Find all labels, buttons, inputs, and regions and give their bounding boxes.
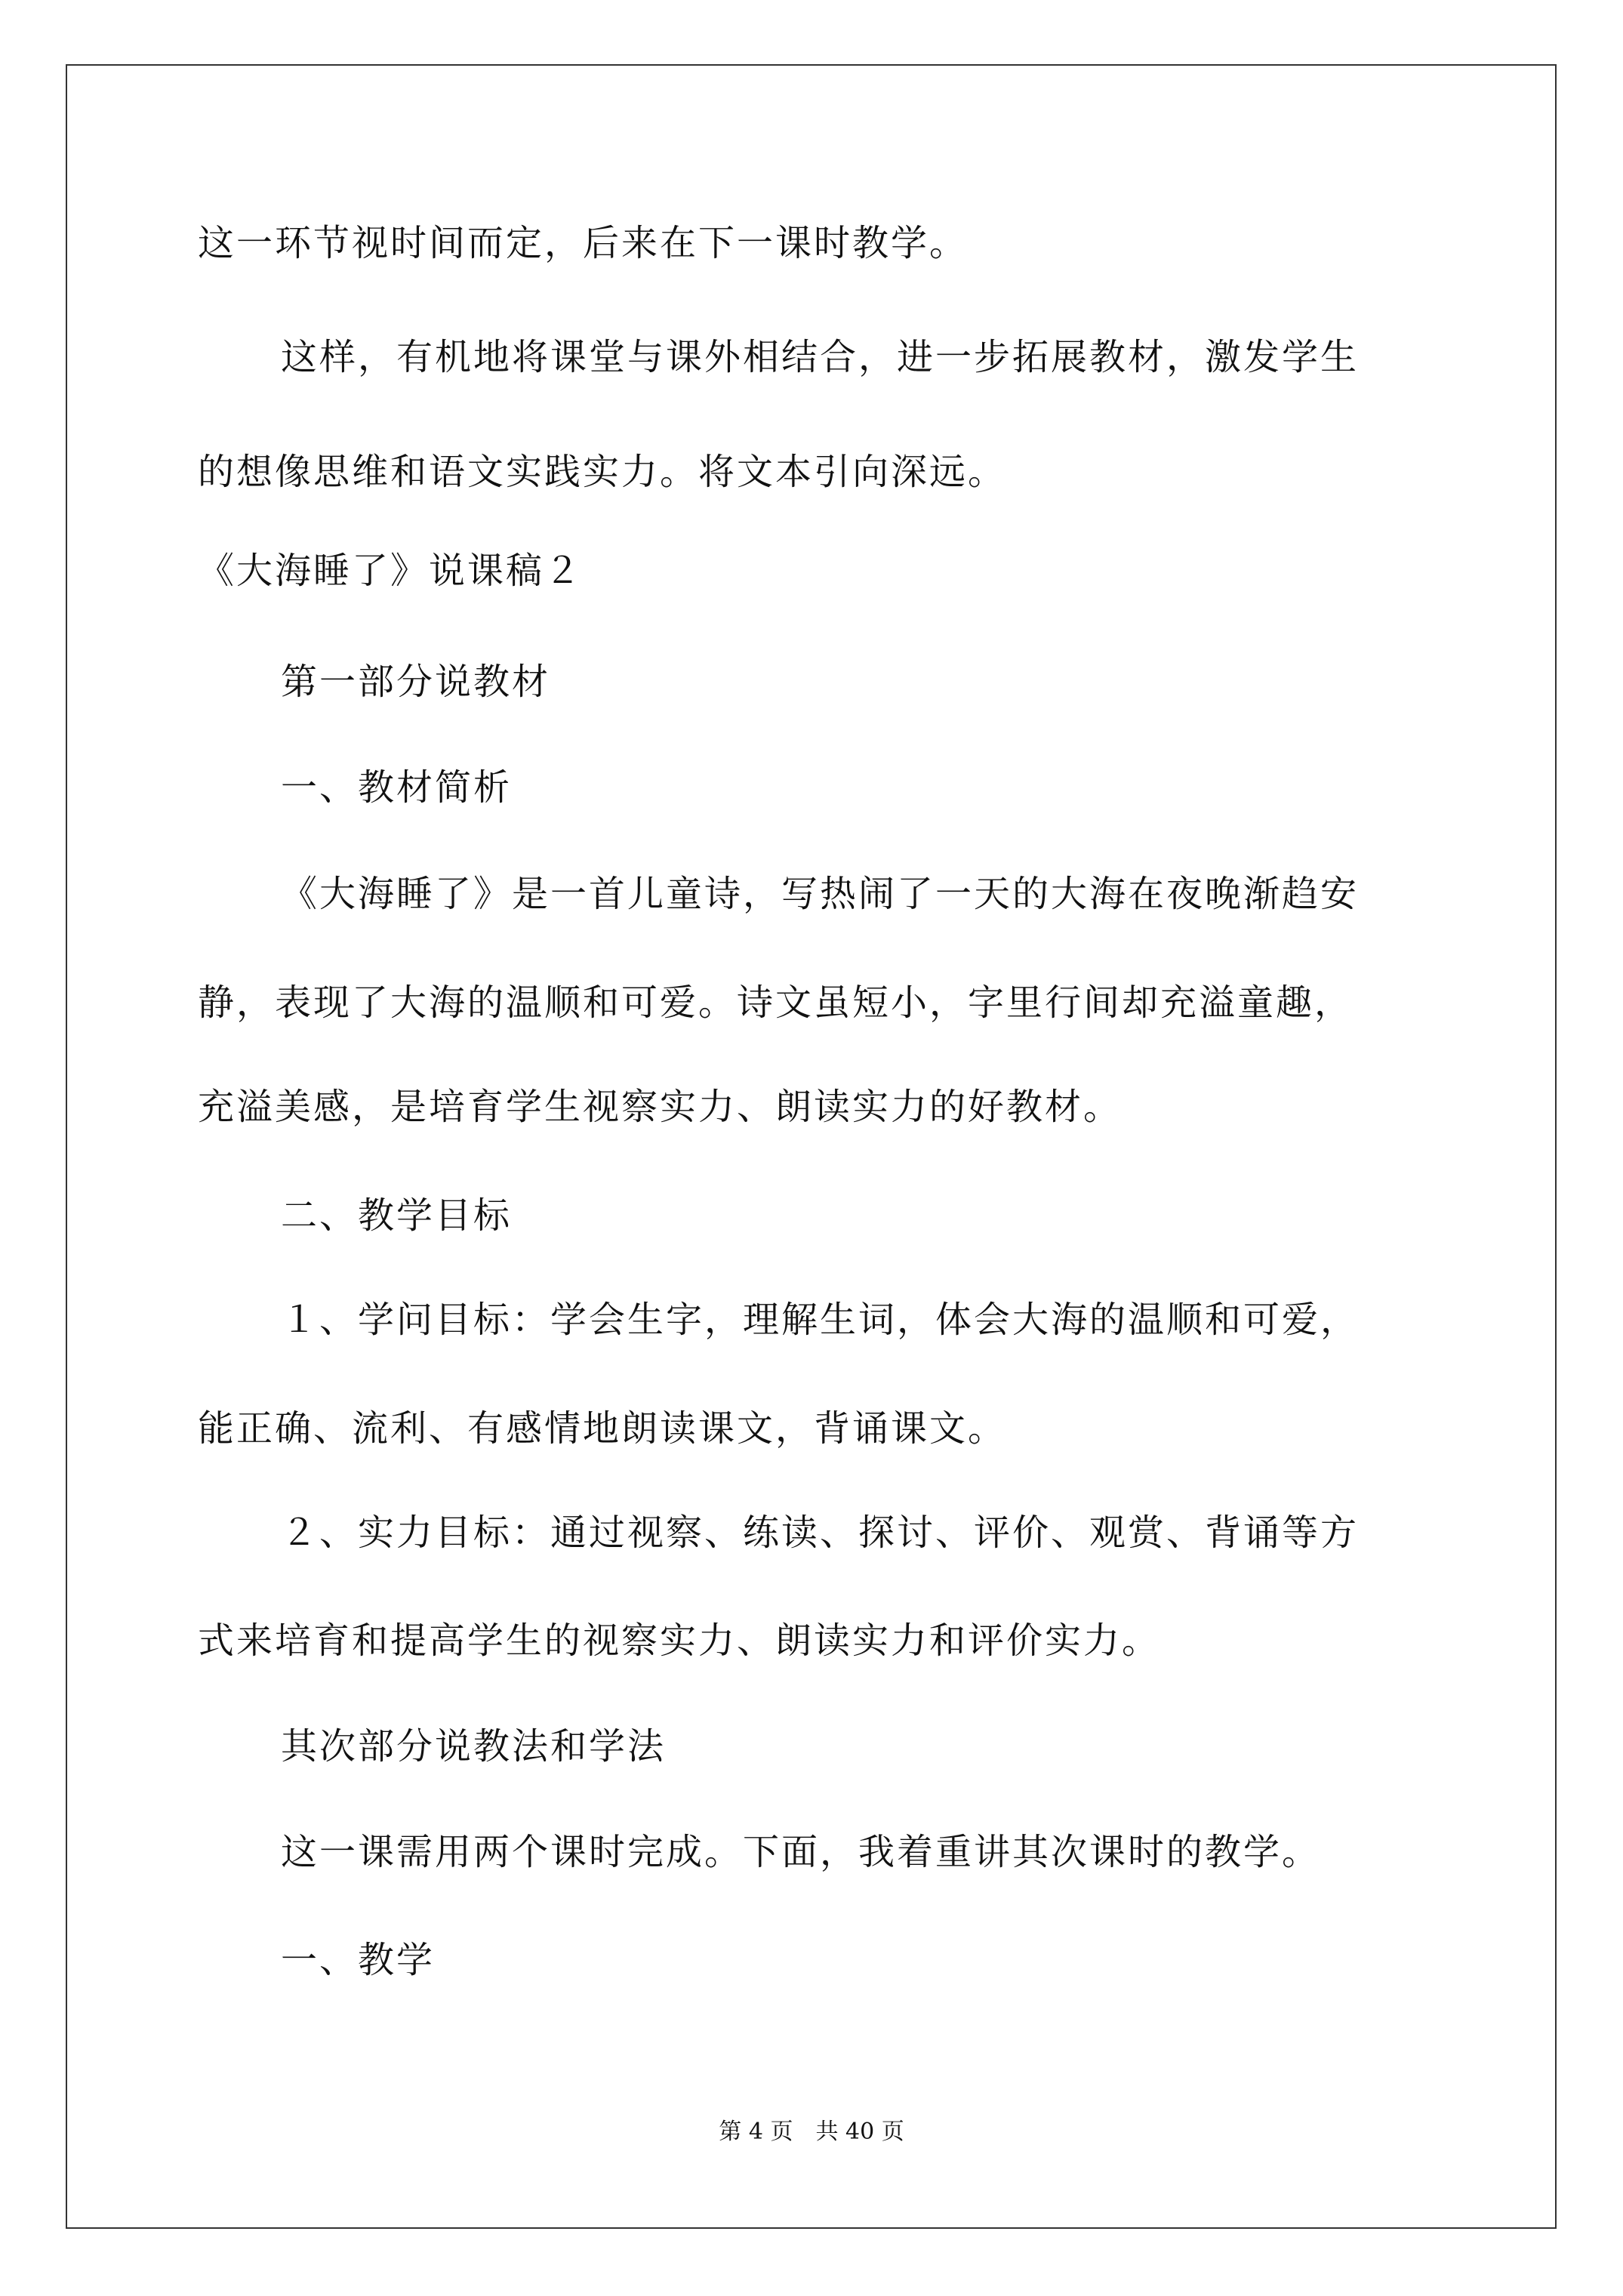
paragraph-line: 这一课需用两个课时完成。下面，我着重讲其次课时的教学。 — [281, 1831, 1321, 1873]
paragraph-line: 的想像思维和语文实践实力。将文本引向深远。 — [198, 451, 1007, 493]
section-title: 《大海睡了》说课稿２ — [198, 550, 584, 592]
paragraph-line: 充溢美感，是培育学生视察实力、朗读实力的好教材。 — [198, 1086, 1123, 1128]
page-footer — [0, 2119, 1623, 2146]
paragraph-line: １、学问目标：学会生字，理解生词，体会大海的温顺和可爱， — [281, 1299, 1360, 1341]
paragraph-line: 静，表现了大海的温顺和可爱。诗文虽短小，字里行间却充溢童趣， — [198, 982, 1354, 1024]
paragraph-line: 能正确、流利、有感情地朗读课文，背诵课文。 — [198, 1407, 1007, 1450]
paragraph-line: 这样，有机地将课堂与课外相结合，进一步拓展教材，激发学生 — [281, 336, 1360, 378]
page-number: 第 4 页 — [719, 2119, 793, 2145]
section-heading: 第一部分说教材 — [281, 661, 551, 703]
paragraph-line: 式来培育和提高学生的视察实力、朗读实力和评价实力。 — [198, 1620, 1161, 1662]
page-total: 共 40 页 — [815, 2119, 904, 2145]
subsection-heading: 二、教学目标 — [281, 1194, 513, 1237]
section-heading: 其次部分说教法和学法 — [281, 1725, 667, 1767]
paragraph-line: 这一环节视时间而定，后来在下一课时教学。 — [198, 222, 969, 264]
subsection-heading: 一、教材简析 — [281, 766, 513, 809]
subsection-heading: 一、教学 — [281, 1939, 436, 1981]
page-border — [66, 64, 1557, 2229]
paragraph-line: ２、实力目标：通过视察、练读、探讨、评价、观赏、背诵等方 — [281, 1512, 1360, 1554]
paragraph-line: 《大海睡了》是一首儿童诗，写热闹了一天的大海在夜晚渐趋安 — [281, 873, 1360, 915]
